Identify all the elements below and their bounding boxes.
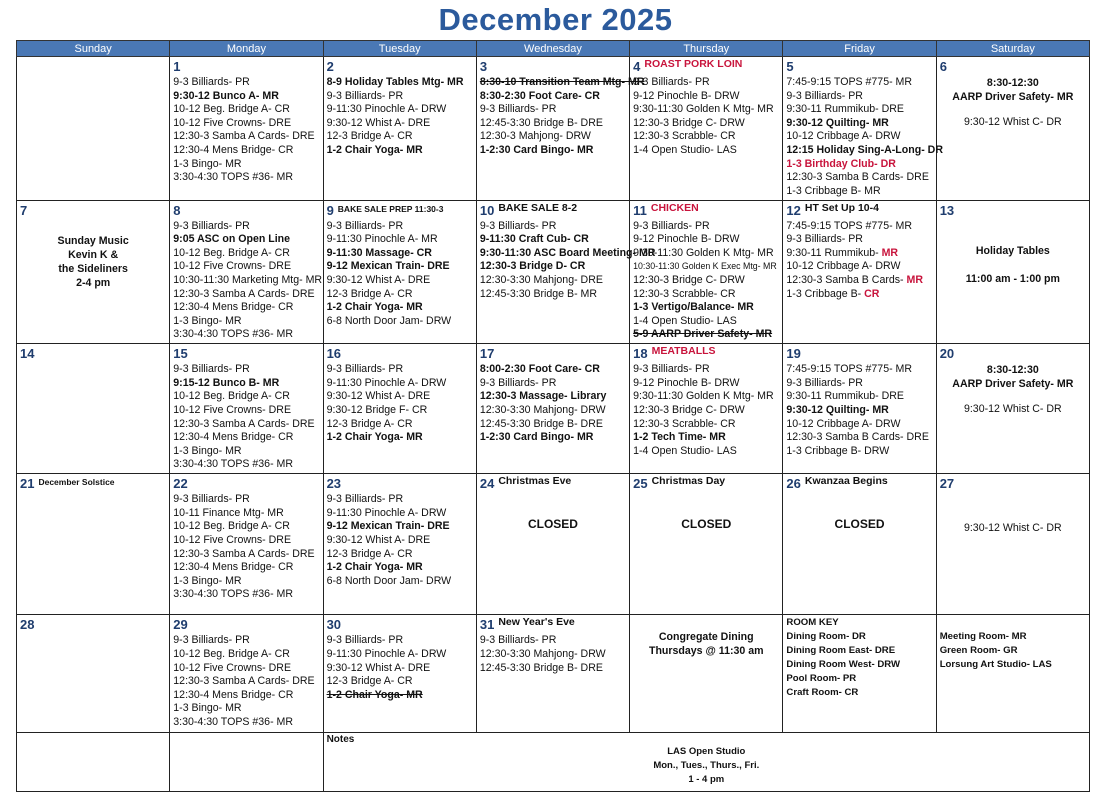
event-item: 10-12 Beg. Bridge A- CR: [173, 390, 290, 403]
day-number: 12: [786, 202, 801, 218]
event-item: 6-8 North Door Jam- DRW: [326, 314, 452, 327]
day-cell: [936, 57, 1089, 201]
center-line: Sunday Music: [57, 234, 129, 247]
event-item: 1-3 Birthday Club- DR: [786, 157, 896, 170]
event-item: 3:30-4:30 TOPS #36- MR: [173, 588, 294, 601]
event-item: 9:30-12 Bunco A- MR: [173, 89, 279, 102]
event-item: 9:30-12 Quilting- MR: [786, 116, 889, 129]
day-number: 24: [479, 476, 495, 492]
day-number: 22: [173, 476, 188, 492]
event-item: 10-11 Finance Mtg- MR: [173, 506, 284, 519]
notes-empty-cell: [17, 733, 170, 792]
event-item: 10-12 Cribbage A- DRW: [786, 260, 901, 273]
event-item: 12-3 Bridge A- CR: [326, 417, 413, 430]
day-cell: [323, 474, 476, 615]
day-header: BAKE SALE 8-2: [498, 201, 578, 214]
weekday-friday: Friday: [783, 41, 936, 57]
event-item: 12:30-3 Samba A Cards- DRE: [173, 287, 315, 300]
event-item: 12:30-3 Samba B Cards- DRE: [786, 431, 929, 444]
event-item: 1-3 Cribbage B- CR: [786, 287, 880, 300]
day-cell: [170, 474, 323, 615]
day-header: Kwanzaa Begins: [804, 475, 888, 488]
event-item: 9-12 Mexican Train- DRE: [326, 520, 450, 533]
center-block: [940, 230, 1086, 286]
calendar-title: December 2025: [438, 2, 673, 37]
center-line: the Sideliners: [58, 262, 128, 275]
event-item: 9-11:30 Pinochle A- DRW: [326, 376, 447, 389]
day-cell: [630, 615, 783, 733]
day-cell: [170, 615, 323, 733]
day-number: 6: [939, 59, 947, 74]
event-item: 9-12 Pinochle B- DRW: [633, 233, 740, 246]
event-item: 1-2 Chair Yoga- MR: [326, 431, 423, 444]
day-header: December Solstice: [38, 477, 115, 488]
event-item: 1-4 Open Studio- LAS: [633, 143, 737, 156]
event-item: 1-3 Bingo- MR: [173, 157, 242, 170]
center-line: Holiday Tables: [975, 244, 1050, 257]
room-key-line: ROOM KEY: [786, 617, 839, 629]
event-item: 9:30-12 Bridge F- CR: [326, 404, 428, 417]
event-item: 1-2 Tech Time- MR: [633, 431, 726, 444]
room-key-line: Pool Room- PR: [786, 673, 857, 685]
center-line: 11:00 am - 1:00 pm: [965, 272, 1060, 285]
event-item: 9-3 Billiards- PR: [479, 219, 557, 232]
day-cell: [17, 344, 170, 474]
day-header: BAKE SALE PREP 11:30-3: [337, 203, 444, 214]
day-cell: [783, 474, 936, 615]
day-number: 9: [326, 202, 334, 218]
room-key-line: Green Room- GR: [939, 645, 1018, 657]
day-number: 25: [633, 476, 648, 492]
event-item: 7:45-9:15 TOPS #775- MR: [786, 219, 913, 232]
event-item: 12:30-4 Mens Bridge- CR: [173, 688, 294, 701]
event-item: 12:30-3 Bridge C- DRW: [633, 274, 745, 286]
event-item: 12:45-3:30 Bridge B- DRE: [479, 417, 603, 430]
day-number: 2: [326, 59, 334, 74]
closed-label: CLOSED: [681, 517, 732, 532]
event-item: 10-12 Five Crowns- DRE: [173, 116, 292, 129]
event-item: 5-9 AARP Driver Safety- MR: [633, 328, 773, 341]
event-item: 12:45-3:30 Bridge B- MR: [479, 287, 598, 300]
event-item: 1-4 Open Studio- LAS: [633, 444, 737, 457]
day-cell: [170, 57, 323, 201]
center-block: [940, 493, 1086, 535]
center-line: [940, 230, 1086, 244]
weekday-saturday: Saturday: [936, 41, 1089, 57]
event-item: 9:30-11:30 Golden K Mtg- MR: [633, 390, 774, 403]
event-item: 10-12 Cribbage A- DRW: [786, 417, 901, 430]
event-item: 9-3 Billiards- PR: [326, 493, 404, 506]
day-header: New Year's Eve: [498, 616, 575, 629]
event-item: 12:45-3:30 Bridge B- DRE: [479, 116, 603, 129]
event-item: 3:30-4:30 TOPS #36- MR: [173, 458, 294, 471]
day-cell: [630, 200, 783, 344]
week-row: [17, 57, 1090, 201]
event-item: 12:30-3 Samba A Cards- DRE: [173, 547, 315, 560]
event-item: 12:30-3 Scrabble- CR: [633, 287, 736, 300]
center-line: Kevin K &: [68, 248, 119, 261]
event-item: 9-11:30 Massage- CR: [326, 246, 432, 259]
event-item: 9:30-11 Rummikub- DRE: [786, 103, 904, 116]
event-item: 9-3 Billiards- PR: [633, 219, 710, 232]
event-item: 12:30-3 Samba B Cards- DRE: [786, 171, 929, 184]
event-room: MR: [881, 246, 899, 259]
center-line: 8:30-12:30: [986, 77, 1039, 89]
event-item: 9-11:30 Craft Cub- CR: [479, 233, 589, 246]
center-line: [633, 616, 779, 630]
event-item: 1-3 Bingo- MR: [173, 444, 242, 457]
event-item: 12:30-3 Samba B Cards- MR: [786, 274, 924, 286]
room-key-line: Dining Room- DR: [786, 631, 866, 643]
center-line: Congregate Dining: [658, 631, 754, 644]
event-item: 12:30-3 Bridge C- DRW: [633, 116, 745, 129]
center-block: [633, 616, 779, 658]
day-header: HT Set Up 10-4: [804, 201, 879, 214]
day-number: 29: [173, 617, 188, 633]
event-item: 9-3 Billiards- PR: [479, 103, 557, 116]
event-item: 9:30-12 Whist A- DRE: [326, 390, 431, 403]
event-room: CR: [864, 287, 880, 300]
event-item: 10-12 Beg. Bridge A- CR: [173, 103, 290, 116]
event-item: 12:45-3:30 Bridge B- DRE: [479, 661, 603, 674]
event-item: 9:30-12 Whist A- DRE: [326, 116, 431, 129]
event-item: 9-12 Mexican Train- DRE: [326, 260, 450, 273]
day-cell: [936, 344, 1089, 474]
center-line: AARP Driver Safety- MR: [952, 378, 1074, 391]
event-item: 3:30-4:30 TOPS #36- MR: [173, 171, 294, 184]
day-cell: [630, 344, 783, 474]
event-item: 7:45-9:15 TOPS #775- MR: [786, 363, 913, 376]
room-key-line: Dining Room East- DRE: [786, 645, 896, 657]
day-number: 5: [786, 59, 794, 74]
event-item: 3:30-4:30 TOPS #36- MR: [173, 715, 294, 728]
notes-label: Notes: [326, 734, 355, 746]
day-cell: [783, 344, 936, 474]
event-item: 9:30-11 Rummikub- DRE: [786, 390, 904, 403]
event-item: 7:45-9:15 TOPS #775- MR: [786, 76, 913, 88]
day-cell: [323, 615, 476, 733]
day-number: 4: [633, 59, 641, 74]
event-item: 12:30-4 Mens Bridge- CR: [173, 301, 294, 314]
event-item: 1-2:30 Card Bingo- MR: [479, 143, 594, 156]
event-item: 9-11:30 Pinochle A- DRW: [326, 103, 447, 116]
day-cell: [476, 57, 645, 201]
event-item: 12-3 Bridge A- CR: [326, 675, 413, 688]
event-item: 9-11:30 Pinochle A- MR: [326, 233, 438, 246]
day-cell: [17, 474, 170, 615]
day-number: 7: [20, 202, 28, 218]
weekday-thursday: Thursday: [630, 41, 783, 57]
day-number: 20: [939, 346, 955, 362]
event-item: 12:30-3 Massage- Library: [479, 390, 607, 403]
event-item: 12:30-3:30 Mahjong- DRW: [479, 648, 606, 660]
event-item: 9-3 Billiards- PR: [633, 363, 710, 376]
weekday-header-row: [17, 41, 1090, 57]
event-item: 9-12 Pinochle B- DRW: [633, 376, 740, 389]
weekday-monday: Monday: [170, 41, 323, 57]
day-number: 30: [326, 617, 342, 633]
event-item: 12:30-3:30 Mahjong- DRW: [479, 404, 606, 417]
notes-line: Mon., Tues., Thurs., Fri.: [653, 760, 760, 772]
event-item: 1-3 Cribbage B- DRW: [786, 444, 890, 457]
weekday-sunday: Sunday: [17, 41, 170, 57]
day-cell: [476, 615, 629, 733]
event-item: 10-12 Five Crowns- DRE: [173, 661, 292, 674]
room-key-line: Dining Room West- DRW: [786, 659, 901, 671]
day-number: 28: [20, 617, 35, 633]
event-item: 9-3 Billiards- PR: [326, 219, 404, 232]
room-key-line: Lorsung Art Studio- LAS: [939, 659, 1052, 671]
event-item: 8:30-10 Transition Team Mtg- MR: [479, 76, 645, 88]
event-item: 10-12 Five Crowns- DRE: [173, 404, 292, 417]
day-header: MEATBALLS: [651, 345, 716, 358]
room-key-line: Meeting Room- MR: [939, 631, 1027, 643]
center-line: 9:30-12 Whist C- DR: [963, 522, 1062, 535]
event-item: 1-3 Cribbage B- MR: [786, 184, 881, 197]
center-block: [940, 76, 1086, 104]
center-line: AARP Driver Safety- MR: [952, 91, 1074, 103]
day-cell: [17, 200, 170, 344]
event-item: 12:30-3 Scrabble- CR: [633, 417, 736, 430]
event-item: 9-3 Billiards- PR: [173, 363, 250, 376]
event-item: 10-12 Five Crowns- DRE: [173, 260, 292, 273]
center-block: [940, 363, 1086, 391]
event-item: 9-3 Billiards- PR: [786, 89, 863, 102]
notes-line: 1 - 4 pm: [688, 774, 725, 786]
event-item: 9-3 Billiards- PR: [173, 634, 250, 647]
week-row: [17, 474, 1090, 615]
day-cell: [936, 200, 1089, 344]
event-item: 10:30-11:30 Golden K Exec Mtg- MR: [633, 261, 777, 272]
event-item: 9-3 Billiards- PR: [633, 76, 710, 88]
event-item: 12:30-3 Scrabble- CR: [633, 130, 736, 143]
event-item: 9:05 ASC on Open Line: [173, 233, 291, 246]
center-line: 8:30-12:30: [986, 364, 1039, 377]
event-item: 12:30-4 Mens Bridge- CR: [173, 431, 294, 444]
event-item: 9:30-11:30 Golden K Mtg- MR: [633, 246, 774, 259]
day-number: 21: [20, 476, 35, 492]
center-line: 2-4 pm: [76, 276, 111, 289]
day-header: CHICKEN: [650, 201, 699, 214]
week-row: [17, 344, 1090, 474]
event-item: 9:30-11 Rummikub- MR: [786, 246, 899, 259]
day-number: 31: [479, 617, 495, 633]
event-item: 10-12 Cribbage A- DRW: [786, 130, 901, 143]
event-item: 12:30-3 Bridge C- DRW: [633, 404, 745, 417]
notes-empty-cell: [170, 733, 323, 792]
day-cell: [476, 344, 629, 474]
center-line: [940, 493, 1086, 507]
event-item: 9:30-12 Whist C- DR: [963, 403, 1062, 416]
day-cell: [17, 57, 170, 201]
day-number: 17: [479, 346, 495, 362]
day-number: 1: [173, 59, 181, 74]
notes-cell: [323, 733, 1089, 792]
day-number: 13: [939, 202, 955, 218]
event-item: 9-3 Billiards- PR: [786, 376, 863, 389]
event-item: 9-3 Billiards- PR: [173, 219, 250, 232]
event-item: 12:30-4 Mens Bridge- CR: [173, 561, 294, 574]
calendar-grid: [16, 40, 1090, 792]
room-key-line: [940, 616, 1086, 630]
event-item: 8:00-2:30 Foot Care- CR: [479, 363, 600, 376]
event-item: 6-8 North Door Jam- DRW: [326, 574, 452, 587]
notes-line: LAS Open Studio: [667, 746, 746, 758]
day-header: ROAST PORK LOIN: [644, 58, 743, 70]
event-item: 1-3 Bingo- MR: [173, 574, 242, 587]
event-item: 1-2:30 Card Bingo- MR: [479, 431, 594, 444]
day-cell: [170, 200, 323, 344]
day-cell: [476, 474, 629, 615]
center-line: [940, 258, 1086, 272]
event-room: MR: [906, 274, 924, 286]
day-number: 8: [173, 202, 181, 218]
day-cell: [783, 57, 943, 201]
event-item: 9:30-12 Whist A- DRE: [326, 274, 431, 286]
week-row: [17, 615, 1090, 733]
event-item: 1-3 Vertigo/Balance- MR: [633, 301, 754, 314]
day-cell: [323, 200, 476, 344]
day-number: 23: [326, 476, 342, 492]
day-number: 18: [633, 346, 648, 362]
day-header: Christmas Eve: [498, 475, 572, 488]
day-number: 27: [939, 476, 955, 492]
day-cell: [936, 474, 1089, 615]
day-cell: [323, 57, 476, 201]
center-block: [20, 234, 166, 290]
event-item: 3:30-4:30 TOPS #36- MR: [173, 328, 294, 341]
center-line: [940, 507, 1086, 521]
event-item: 9-3 Billiards- PR: [326, 89, 404, 102]
event-item: 1-3 Bingo- MR: [173, 702, 242, 715]
day-number: 10: [479, 202, 495, 218]
day-number: 19: [786, 346, 801, 362]
event-item: 12-3 Bridge A- CR: [326, 130, 413, 143]
event-item: 1-2 Chair Yoga- MR: [326, 688, 423, 701]
event-item: 9-12 Pinochle B- DRW: [633, 89, 740, 102]
event-item: 8:30-2:30 Foot Care- CR: [479, 89, 600, 102]
weekday-wednesday: Wednesday: [476, 41, 629, 57]
event-item: 12:30-3 Samba A Cards- DRE: [173, 417, 315, 430]
event-item: 9:30-11:30 Golden K Mtg- MR: [633, 103, 774, 116]
event-item: 1-4 Open Studio- LAS: [633, 314, 737, 327]
event-item: 10-12 Beg. Bridge A- CR: [173, 246, 290, 259]
event-item: 9:30-11:30 ASC Board Meeting- MR: [479, 246, 656, 259]
room-key: [940, 616, 1086, 672]
event-item: 9-3 Billiards- PR: [479, 634, 557, 647]
event-item: 9-3 Billiards- PR: [786, 233, 863, 246]
event-item: 12:15 Holiday Sing-A-Long- DR: [786, 143, 943, 156]
event-item: 9:15-12 Bunco B- MR: [173, 376, 280, 389]
event-item: 12-3 Bridge A- CR: [326, 287, 413, 300]
day-cell: [630, 474, 783, 615]
day-cell: [17, 615, 170, 733]
room-key-line: Craft Room- CR: [786, 687, 859, 699]
event-item: 9-11:30 Pinochle A- DRW: [326, 648, 447, 660]
weekday-tuesday: Tuesday: [323, 41, 476, 57]
day-number: 15: [173, 346, 188, 362]
closed-label: CLOSED: [834, 517, 885, 532]
event-item: 9-3 Billiards- PR: [326, 634, 404, 647]
day-cell: [936, 615, 1089, 733]
day-cell: [783, 200, 936, 344]
event-item: 10-12 Beg. Bridge A- CR: [173, 648, 290, 660]
event-item: 10-12 Five Crowns- DRE: [173, 533, 292, 546]
day-cell: [170, 344, 323, 474]
event-item: 10:30-11:30 Marketing Mtg- MR: [173, 274, 323, 286]
event-item: 12:30-3 Samba A Cards- DRE: [173, 130, 315, 143]
day-number: 3: [479, 59, 488, 74]
event-item: 9:30-12 Whist C- DR: [963, 116, 1062, 128]
event-item: 12-3 Bridge A- CR: [326, 547, 413, 560]
week-row: [17, 200, 1090, 344]
event-item: 9:30-12 Whist A- DRE: [326, 533, 431, 546]
event-item: 9-11:30 Pinochle A- DRW: [326, 506, 447, 519]
day-cell: [476, 200, 656, 344]
event-item: 9-3 Billiards- PR: [173, 76, 250, 88]
event-item: 1-2 Chair Yoga- MR: [326, 301, 423, 314]
event-item: 8-9 Holiday Tables Mtg- MR: [326, 76, 464, 88]
event-item: 12:30-3 Mahjong- DRW: [479, 130, 591, 143]
event-item: 9-3 Billiards- PR: [173, 493, 250, 506]
event-item: 12:30-3:30 Mahjong- DRE: [479, 274, 603, 286]
closed-label: CLOSED: [527, 517, 578, 532]
day-number: 16: [326, 346, 342, 362]
event-item: 9:30-12 Quilting- MR: [786, 404, 889, 417]
event-item: 1-2 Chair Yoga- MR: [326, 561, 423, 574]
notes-row: [17, 733, 1090, 792]
day-cell: [630, 57, 783, 201]
event-item: 9-3 Billiards- PR: [479, 376, 557, 389]
event-item: 9-3 Billiards- PR: [326, 363, 404, 376]
day-number: 11: [633, 202, 647, 218]
day-number: 14: [20, 346, 35, 362]
center-line: Thursdays @ 11:30 am: [648, 645, 764, 658]
day-number: 26: [786, 476, 801, 492]
day-cell: [323, 344, 476, 474]
event-item: 1-2 Chair Yoga- MR: [326, 143, 423, 156]
event-item: 10-12 Beg. Bridge A- CR: [173, 520, 290, 533]
day-header: Christmas Day: [651, 475, 726, 488]
day-cell: [783, 615, 936, 733]
event-item: 12:30-3 Samba A Cards- DRE: [173, 675, 315, 688]
event-item: 1-3 Bingo- MR: [173, 314, 242, 327]
event-item: 9:30-12 Whist A- DRE: [326, 661, 431, 674]
event-item: 12:30-4 Mens Bridge- CR: [173, 143, 294, 156]
event-item: 12:30-3 Bridge D- CR: [479, 260, 586, 273]
room-key: [786, 616, 932, 700]
